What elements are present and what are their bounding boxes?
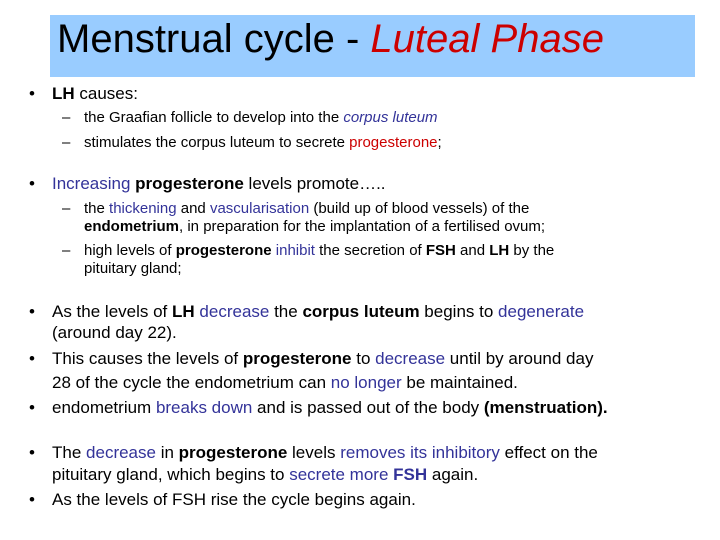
text-segment: LH (52, 84, 75, 103)
text-segment: stimulates the corpus luteum to secrete (84, 134, 350, 151)
bullet-continuation (52, 322, 177, 343)
dash-marker: – (62, 242, 71, 259)
text-segment: and is passed out of the body (252, 398, 484, 417)
text-segment: no longer (330, 373, 402, 392)
text-segment: pituitary gland, which begins to (52, 465, 290, 484)
text-segment: corpus luteum (302, 302, 420, 321)
bullet-continuation (52, 464, 478, 485)
text-segment: 28 of the cycle the endometrium can (52, 373, 331, 392)
bullet-marker: • (29, 302, 35, 321)
text-segment: (around day 22). (52, 323, 177, 342)
dash-marker: – (62, 200, 71, 217)
text-segment: the secretion of (314, 242, 426, 259)
text-segment: (menstruation). (483, 398, 608, 417)
text-segment: corpus luteum (343, 109, 438, 126)
text-segment: be maintained. (401, 373, 518, 392)
text-segment: levels (287, 443, 341, 462)
text-segment: and (455, 242, 490, 259)
text-segment: endometrium (52, 398, 156, 417)
text-segment: LH (489, 242, 510, 259)
dash-marker: – (62, 134, 71, 151)
text-segment: pituitary gland; (84, 260, 182, 277)
bullet-marker: • (29, 174, 35, 193)
text-segment: decrease (199, 302, 270, 321)
text-segment: The (52, 443, 87, 462)
text-segment: the Graafian follicle to develop into the (84, 109, 344, 126)
bullet-marker: • (29, 490, 35, 509)
title-main: Menstrual cycle - (57, 17, 371, 61)
text-segment: decrease (375, 349, 446, 368)
text-segment: effect on the (499, 443, 598, 462)
text-segment: vascularisation (209, 200, 310, 217)
text-segment: endometrium (84, 218, 180, 235)
text-segment: begins to (419, 302, 499, 321)
text-segment: progesterone (242, 349, 352, 368)
text-segment: progesterone (178, 443, 288, 462)
text-segment: progesterone (349, 134, 438, 151)
text-segment: to (351, 349, 376, 368)
text-segment: breaks down (155, 398, 253, 417)
text-segment: Increasing (52, 174, 136, 193)
sub-bullet-continuation (84, 218, 545, 236)
text-segment: the (84, 200, 110, 217)
dash-marker: – (62, 109, 71, 126)
bullet-marker: • (29, 443, 35, 462)
bullet-marker: • (29, 84, 35, 103)
text-segment: secrete more (289, 465, 389, 484)
text-segment: high levels of (84, 242, 176, 259)
text-segment: As the levels of FSH rise the cycle begins again. (52, 490, 416, 509)
text-segment: removes its inhibitory (340, 443, 500, 462)
text-segment: , in preparation for the implantation of a fertilised ovum; (179, 218, 546, 235)
text-segment: This causes the levels of (52, 349, 243, 368)
text-segment: levels promote….. (243, 174, 386, 193)
text-segment: progesterone (175, 242, 272, 259)
text-segment: FSH (393, 465, 428, 484)
text-segment: ; (437, 134, 442, 151)
text-segment: and (176, 200, 210, 217)
title-accent: Luteal Phase (370, 17, 604, 61)
text-segment: the (269, 302, 303, 321)
text-segment: As the levels of (52, 302, 173, 321)
sub-bullet-continuation (84, 260, 182, 278)
text-segment: in (155, 443, 179, 462)
text-segment: again. (427, 465, 479, 484)
text-segment: causes: (74, 84, 138, 103)
text-segment: thickening (109, 200, 177, 217)
text-segment: FSH (425, 242, 456, 259)
text-segment: LH (172, 302, 195, 321)
text-segment: decrease (86, 443, 156, 462)
bullet-continuation (52, 372, 518, 393)
text-segment: progesterone (135, 174, 244, 193)
bullet-marker: • (29, 349, 35, 368)
text-segment: (build up of blood vessels) of the (309, 200, 530, 217)
slide-title (57, 14, 604, 64)
bullet-marker: • (29, 398, 35, 417)
text-segment: inhibit (275, 242, 315, 259)
text-segment: until by around day (445, 349, 594, 368)
text-segment: by the (509, 242, 555, 259)
text-segment: degenerate (498, 302, 585, 321)
